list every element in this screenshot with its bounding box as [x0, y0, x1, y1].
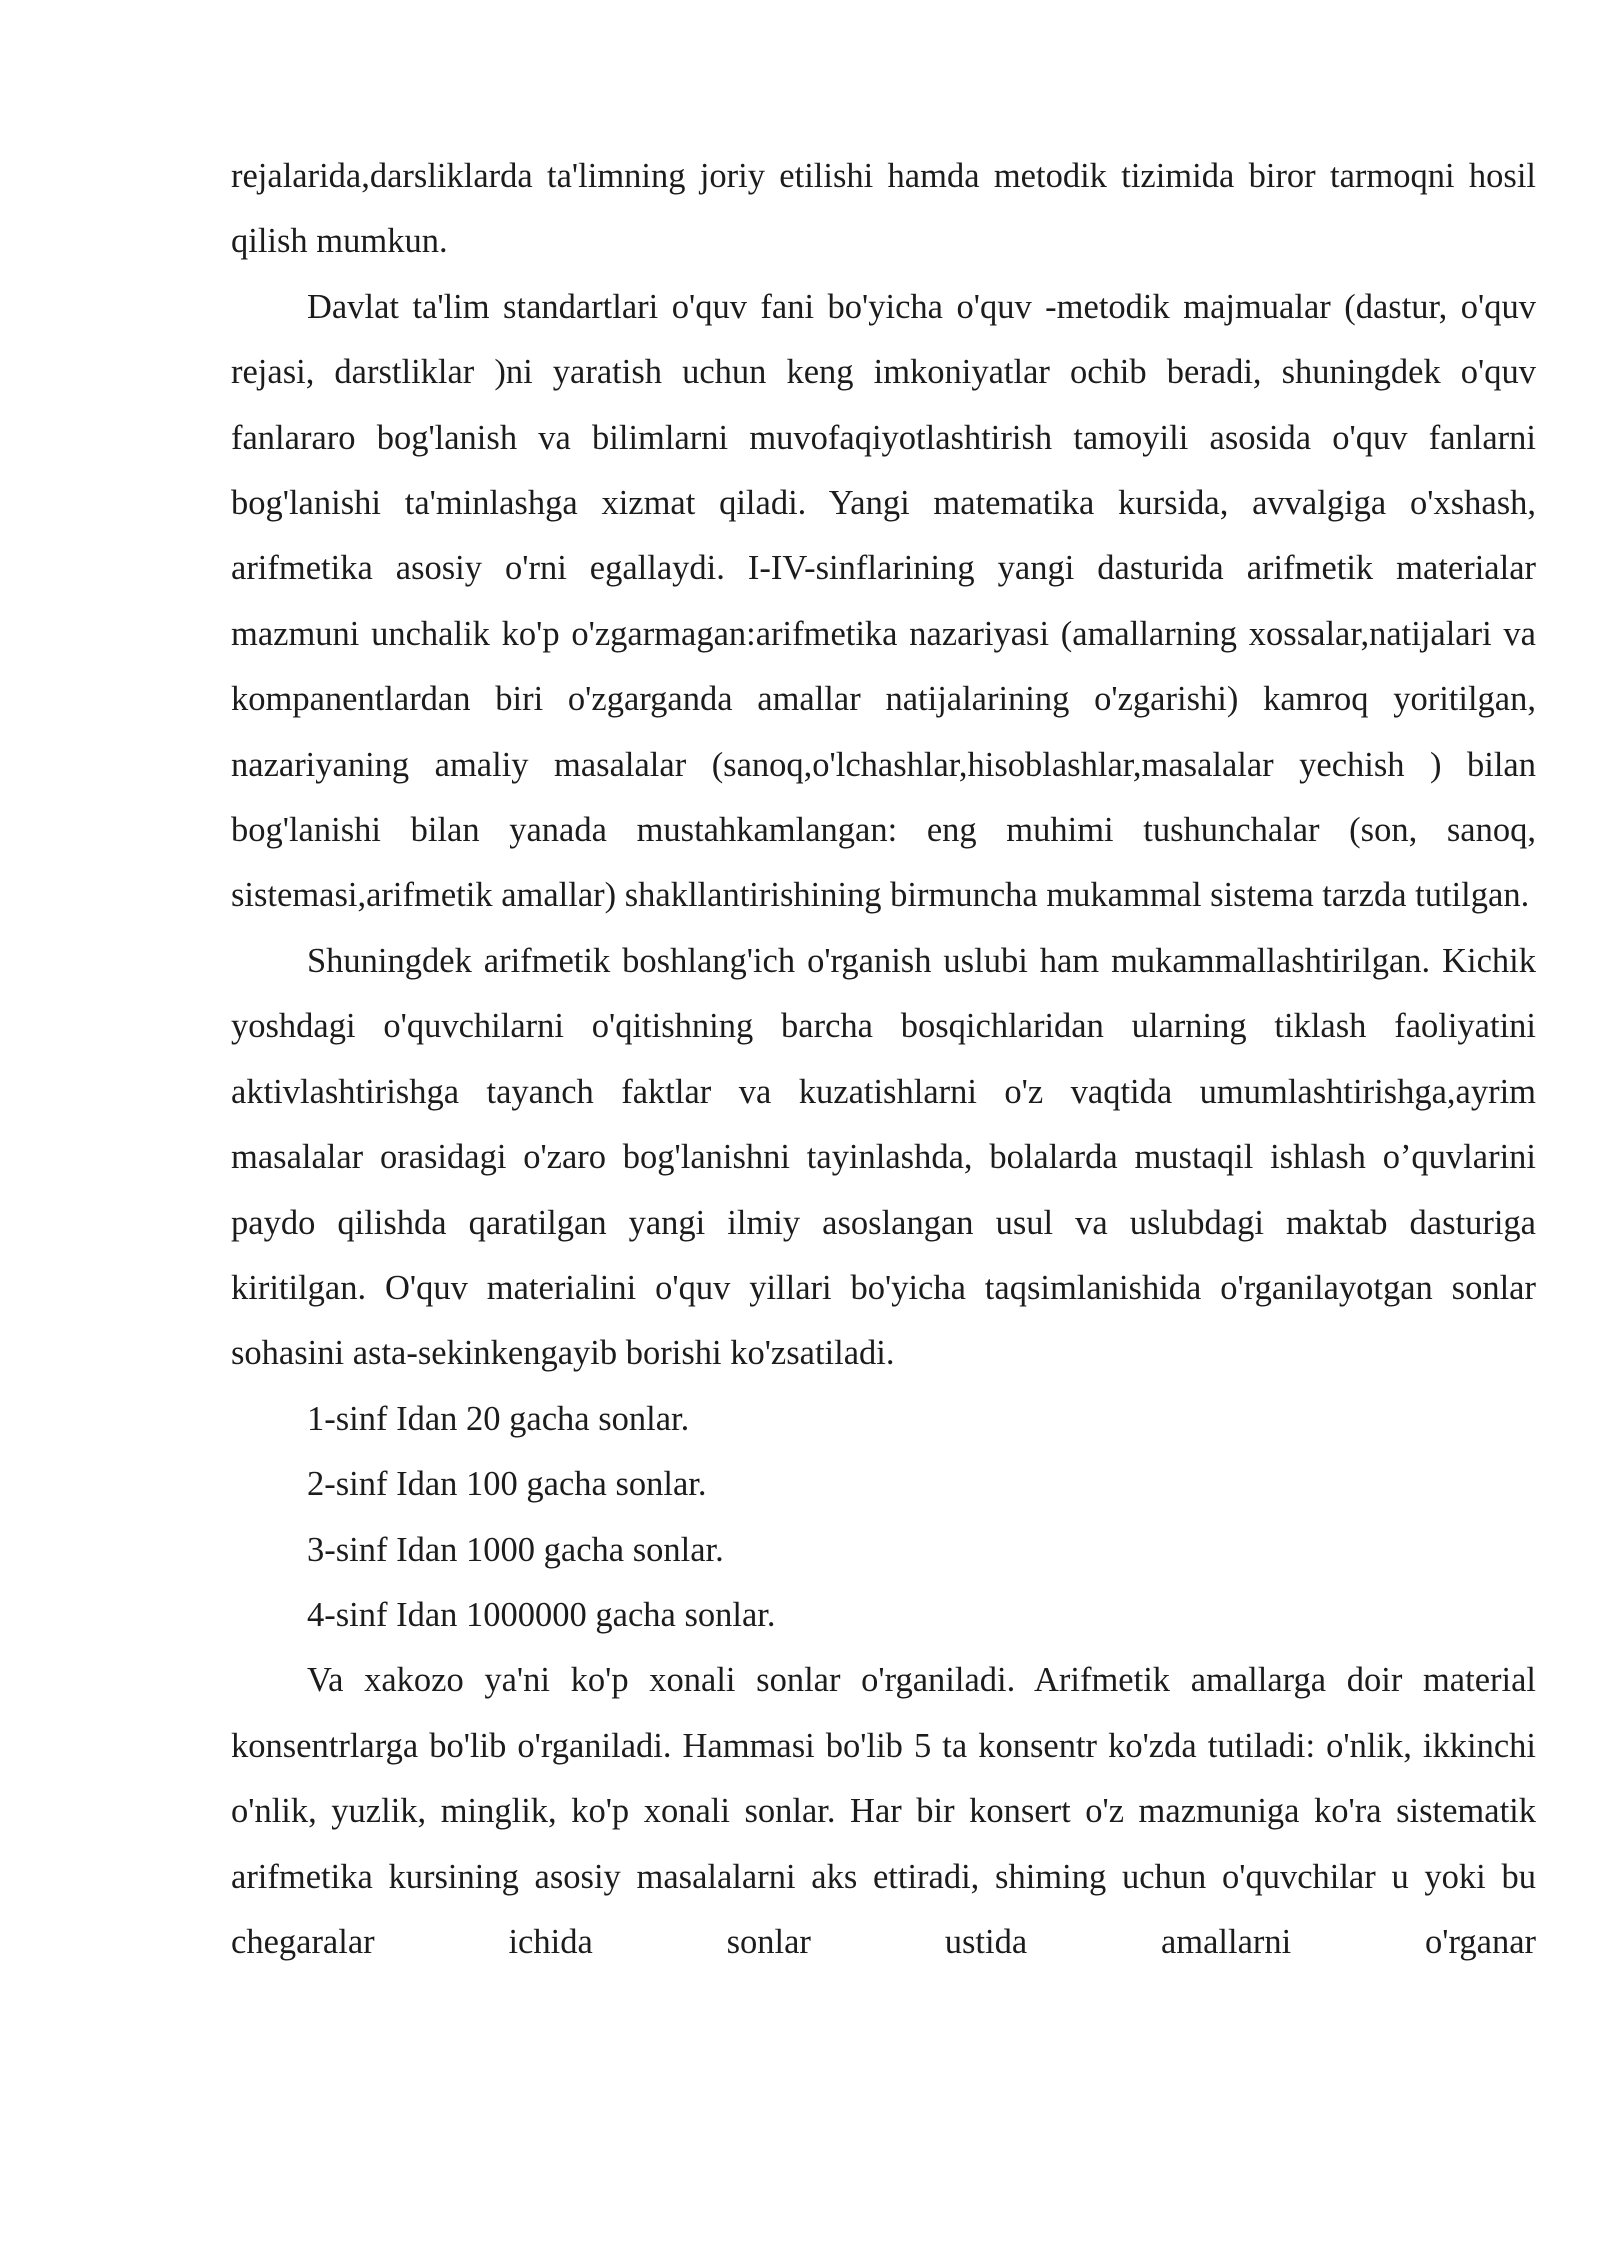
paragraph-concentrs: Va xakozo ya'ni ko'p xonali sonlar o'rganiladi. Arifmetik amallarga doir material konsentrlarga bo'lib o'rganiladi. Hammasi bo'lib 5 ta konsentr ko'zda tutiladi: o'nlik, ikkinchi o'nlik, yuzlik, minglik, ko'p xonali sonlar. Har bir konsert o'z mazmuniga ko'ra sistematik arifmetika kursining asosiy masalalarni aks ettiradi, shiming uchun o'quvchilar u yoki bu chegaralar ichida sonlar ustida amallarni o'rganar [231, 1661, 1536, 1961]
paragraph-continuation: rejalarida,darsliklarda ta'limning joriy etilishi hamda metodik tizimida biror tarmoqni hosil qilish mumkun. [231, 157, 1536, 261]
grade-list-item-3: 3-sinf Idan 1000 gacha sonlar. [307, 1530, 724, 1569]
grade-list-item-1: 1-sinf Idan 20 gacha sonlar. [307, 1399, 690, 1438]
paragraph-standards: Davlat ta'lim standartlari o'quv fani bo'yicha o'quv -metodik majmualar (dastur, o'quv rejasi, darstliklar )ni yaratish uchun keng imkoniyatlar ochib beradi, shuningdek o'quv fanlararo bog'lanish va bilimlarni muvofaqiyotlashtirish tamoyili asosida o'quv fanlarni bog'lanishi ta'minlashga xizmat qiladi. Yangi matematika kursida, avvalgiga o'xshash, arifmetika asosiy o'rni egallaydi. I-IV-sinflarining yangi dasturida arifmetik materialar mazmuni unchalik ko'p o'zgarmagan:arifmetika nazariyasi (amallarning xossalar,natijalari va kompanentlardan biri o'zgarganda amallar natijalarining o'zgarishi) kamroq yoritilgan, nazariyaning amaliy masalalar (sanoq,o'lchashlar,hisoblashlar,masalalar yechish ) bilan bog'lanishi bilan yanada mustahkamlangan: eng muhimi tushunchalar (son, sanoq, sistemasi,arifmetik amallar) shakllantirishining birmuncha mukammal sistema tarzda tutilgan. [231, 287, 1536, 915]
grade-list-item-2: 2-sinf Idan 100 gacha sonlar. [307, 1465, 707, 1504]
paragraph-methods: Shuningdek arifmetik boshlang'ich o'rganish uslubi ham mukammallashtirilgan. Kichik yoshdagi o'quvchilarni o'qitishning barcha bosqichlaridan ularning tiklash faoliyatini aktivlashtirishga tayanch faktlar va kuzatishlarni o'z vaqtida umumlashtirishga,ayrim masalalar orasidagi o'zaro bog'lanishni tayinlashda, bolalarda mustaqil ishlash o’quvlarini paydo qilishda qaratilgan yangi ilmiy asoslangan usul va uslubdagi maktab dasturiga kiritilgan. O'quv materialini o'quv yillari bo'yicha taqsimlanishida o'rganilayotgan sonlar sohasini asta-sekinkengayib borishi ko'zsatiladi. [231, 941, 1536, 1373]
document-body [231, 144, 1536, 1975]
grade-list-item-4: 4-sinf Idan 1000000 gacha sonlar. [307, 1595, 776, 1634]
